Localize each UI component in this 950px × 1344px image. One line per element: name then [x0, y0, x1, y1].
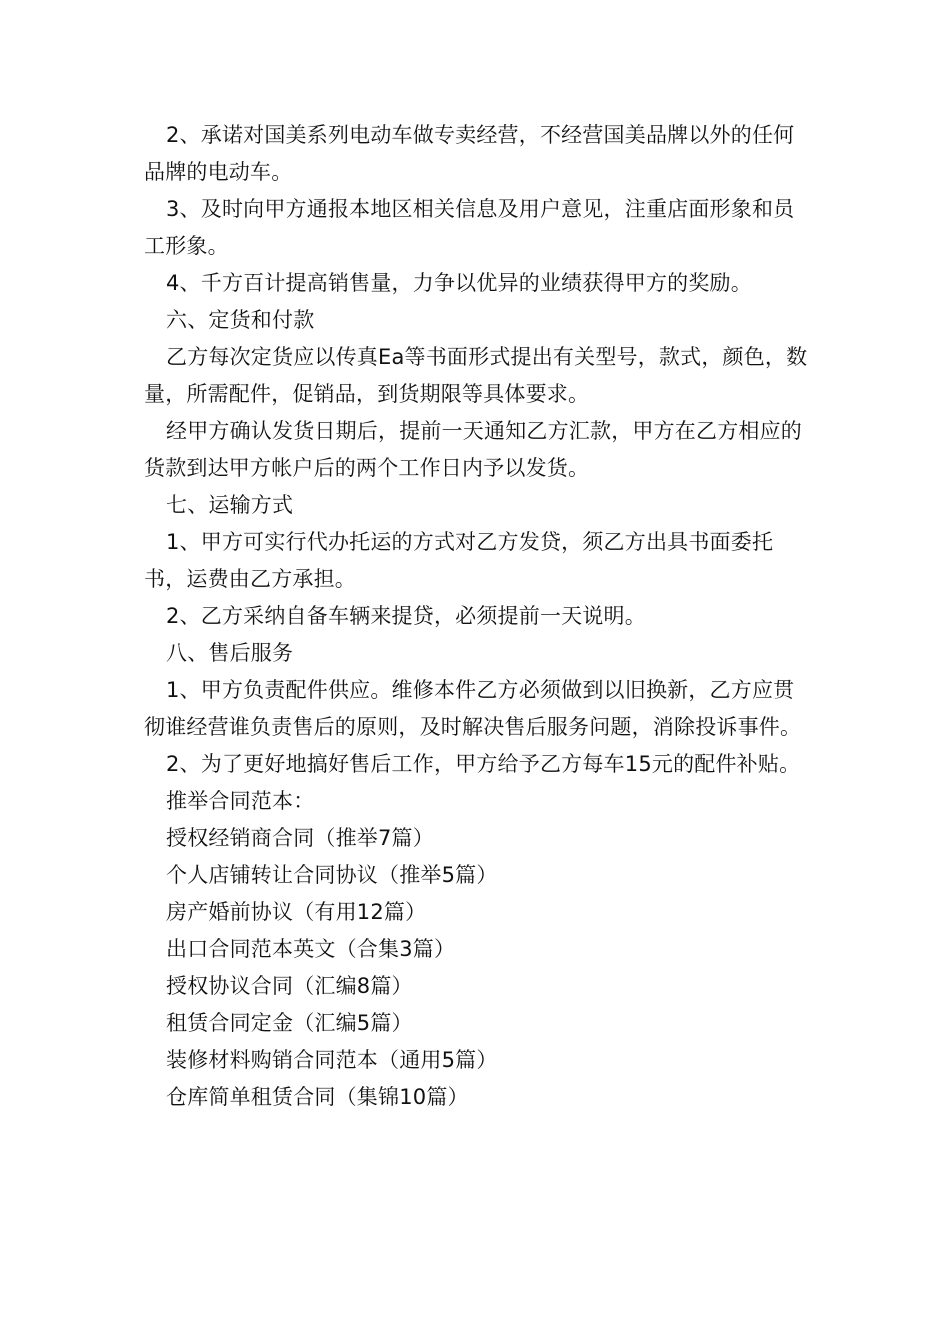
paragraph-parts-supply: 1、甲方负责配件供应。维修本件乙方必须做到以旧换新，乙方应贯彻谁经营谁负责售后的原则，及时解决售后服务问题，消除投诉事件。	[144, 678, 802, 739]
recommend-link[interactable]: 出口合同范本英文（合集3篇）	[166, 937, 456, 961]
recommend-link[interactable]: 房产婚前协议（有用12篇）	[166, 900, 427, 924]
document-body	[144, 117, 809, 1116]
section-heading-transport: 七、运输方式	[166, 493, 294, 517]
recommend-link[interactable]: 授权协议合同（汇编8篇）	[166, 974, 413, 998]
paragraph-increase-sales: 4、千方百计提高销售量，力争以优异的业绩获得甲方的奖励。	[166, 271, 752, 295]
recommend-link[interactable]: 租赁合同定金（汇编5篇）	[166, 1011, 413, 1035]
recommend-link[interactable]: 仓库简单租赁合同（集锦10篇）	[166, 1085, 469, 1109]
paragraph-order-method: 乙方每次定货应以传真Ea等书面形式提出有关型号，款式，颜色，数量，所需配件，促销品，到货期限等具体要求。	[144, 345, 808, 406]
recommend-link[interactable]: 个人店铺转让合同协议（推举5篇）	[166, 863, 498, 887]
recommend-heading: 推举合同范本：	[166, 789, 315, 813]
recommend-link[interactable]: 装修材料购销合同范本（通用5篇）	[166, 1048, 498, 1072]
recommend-link[interactable]: 授权经销商合同（推举7篇）	[166, 826, 434, 850]
paragraph-report-info: 3、及时向甲方通报本地区相关信息及用户意见，注重店面形象和员工形象。	[144, 197, 795, 258]
paragraph-parts-subsidy: 2、为了更好地搞好售后工作，甲方给予乙方每车15元的配件补贴。	[166, 752, 801, 776]
paragraph-self-pickup: 2、乙方采纳自备车辆来提贷，必须提前一天说明。	[166, 604, 646, 628]
paragraph-shipment-confirm: 经甲方确认发货日期后，提前一天通知乙方汇款，甲方在乙方相应的货款到达甲方帐户后的两个工作日内予以发货。	[144, 419, 802, 480]
paragraph-commit-exclusive: 2、承诺对国美系列电动车做专卖经营，不经营国美品牌以外的任何品牌的电动车。	[144, 123, 795, 184]
section-heading-after-sales: 八、售后服务	[166, 641, 294, 665]
paragraph-consigned-shipping: 1、甲方可实行代办托运的方式对乙方发贷，须乙方出具书面委托书，运费由乙方承担。	[144, 530, 774, 591]
section-heading-ordering-payment: 六、定货和付款	[166, 308, 315, 332]
